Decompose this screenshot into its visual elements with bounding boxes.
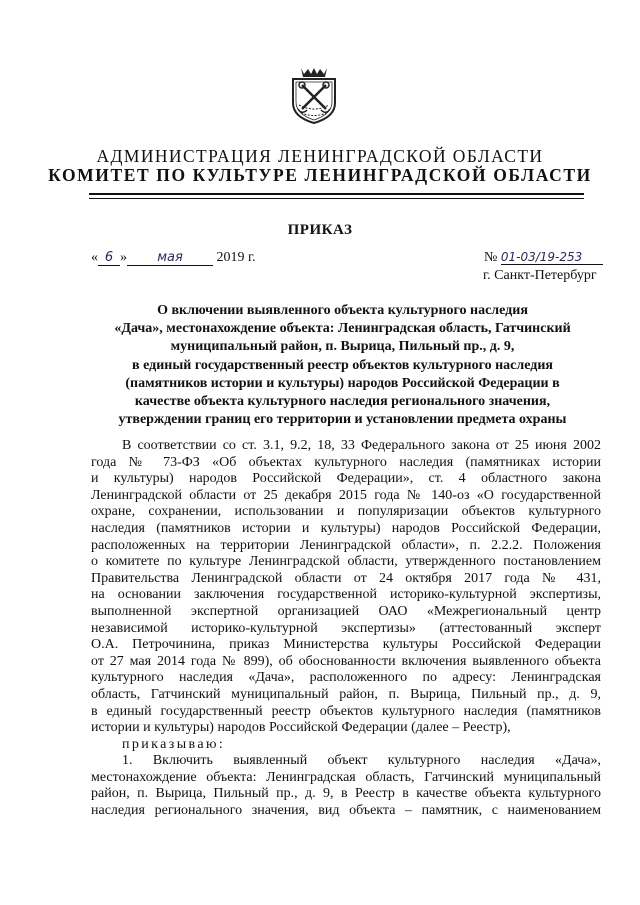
order-title: ПРИКАЗ (287, 222, 353, 238)
subject-line: утверждении границ его территории и установлении предмета охраны (118, 412, 567, 428)
date-close-quote: » (120, 250, 127, 265)
subject-line: «Дача», местонахождение объекта: Ленинградская область, Гатчинский (114, 321, 571, 337)
body-line: от 27 мая 2014 года № 899), об обоснованности включения выявленного объекта (91, 653, 601, 669)
body-line: истории и культуры) народов Российской Федерации (далее – Реестр), (91, 720, 511, 736)
item1-line: наследия регионального значения, вид объекта – памятник, с наименованием (91, 803, 601, 819)
order-body (91, 438, 601, 820)
date-month: мая (127, 250, 213, 266)
body-line: о комитете по культуре Ленинградской области, утвержденного постановлением (91, 554, 601, 570)
body-line: Правительства Ленинградской области от 24 октября 2017 года № 431, (91, 570, 601, 586)
item1-line: район, п. Вырица, Пильный пр., д. 9, в Реестр в качестве объекта культурного (91, 786, 601, 802)
body-line: охране, сохранении, использовании и популяризации объектов культурного (91, 504, 601, 520)
date-open-quote: « (91, 250, 98, 265)
subject-line: О включении выявленного объекта культурного наследия (157, 303, 528, 318)
body-line: и культуры) народов Российской Федерации», ст. 4 областного закона (91, 471, 601, 487)
body-line: независимой историко-культурной экспертизы» (аттестованный эксперт (91, 620, 601, 636)
header-rule-thin (89, 198, 584, 199)
number-value: 01-03/19-253 (501, 250, 603, 265)
number-prefix: № (484, 250, 498, 265)
coat-of-arms-svg (289, 65, 339, 125)
order-city: г. Санкт-Петербург (483, 268, 597, 283)
body-line: выполненной экспертной организацией ОАО «Межрегиональный центр (91, 603, 601, 619)
org-name-line2: КОМИТЕТ ПО КУЛЬТУРЕ ЛЕНИНГРАДСКОЙ ОБЛАСТИ (48, 165, 592, 185)
org-name-line1: АДМИНИСТРАЦИЯ ЛЕНИНГРАДСКОЙ ОБЛАСТИ (96, 146, 544, 166)
header-rule-thick (89, 193, 584, 195)
leningrad-oblast-coat-of-arms-icon (289, 65, 339, 125)
body-line: расположенных на территории Ленинградской области», п. 2.2.2. Положения (91, 537, 601, 553)
body-line: О.А. Петрочинина, приказ Министерства культуры Российской Федерации (91, 637, 601, 653)
order-number (484, 250, 603, 266)
date-day: 6 (98, 250, 120, 266)
body-line: культурного наследия «Дача», расположенного по адресу: Ленинградская (91, 670, 601, 686)
body-line: на основании заключения государственной историко-культурной экспертизы, (91, 587, 601, 603)
body-line: в единый государственный реестр объектов культурного наследия (памятников (91, 703, 601, 719)
subject-line: муниципальный район, п. Вырица, Пильный пр., д. 9, (170, 339, 515, 355)
body-line: наследия (памятников истории и культуры) народов Российской Федерации, (91, 520, 601, 536)
subject-line: в единый государственный реестр объектов культурного наследия (132, 357, 553, 373)
body-line: область, Гатчинский муниципальный район, п. Вырица, Пильный пр., д. 9, (91, 686, 601, 702)
order-date (91, 250, 256, 266)
body-line: В соответствии со ст. 3.1, 9.2, 18, 33 Федерального закона от 25 июня 2002 (122, 438, 601, 453)
order-subject (90, 302, 595, 429)
subject-line: качестве объекта культурного наследия регионального значения, (134, 394, 551, 410)
body-line: Ленинградской области от 25 декабря 2015 года № 140-оз «О государственной (91, 487, 601, 503)
item1-line: местонахождение объекта: Ленинградская область, Гатчинский муниципальный (91, 769, 601, 785)
date-year: 2019 г. (216, 250, 256, 265)
body-line: года № 73-ФЗ «Об объектах культурного наследия (памятниках истории (91, 454, 601, 470)
decree-word: приказываю: (122, 736, 226, 752)
subject-line: (памятников истории и культуры) народов Российской Федерации в (125, 375, 560, 391)
item1-line: 1. Включить выявленный объект культурного наследия «Дача», (122, 753, 601, 769)
